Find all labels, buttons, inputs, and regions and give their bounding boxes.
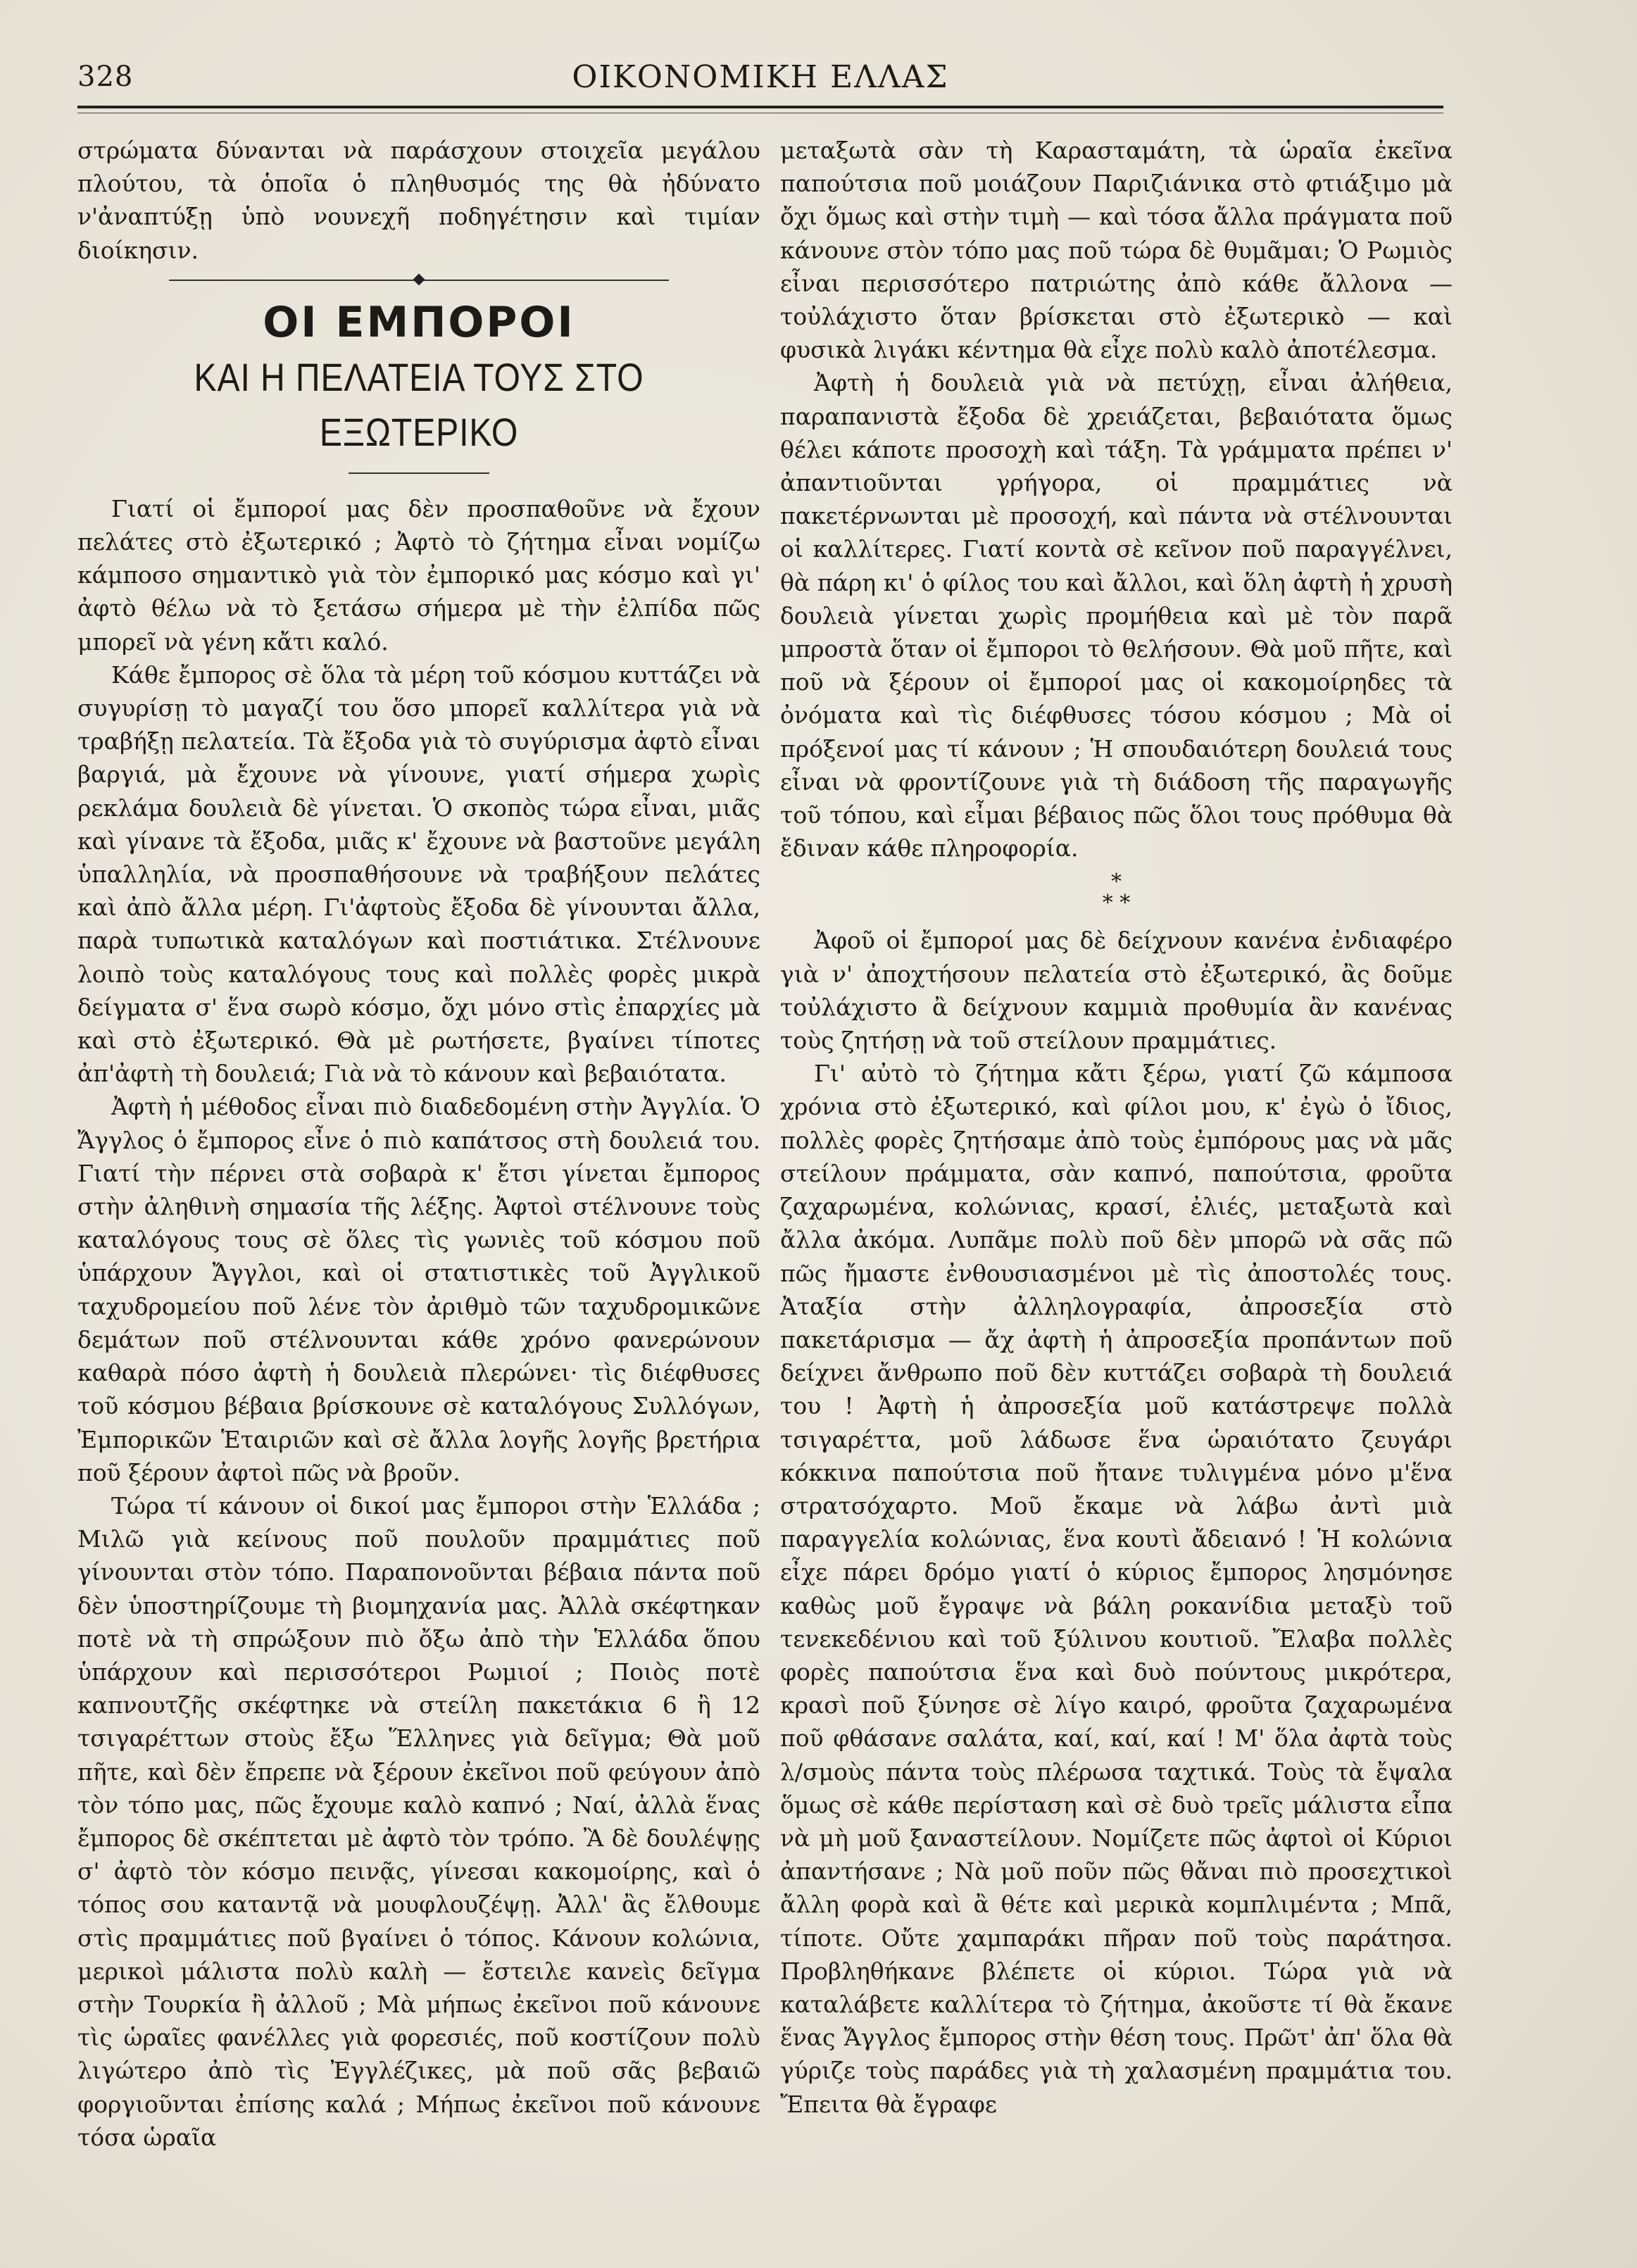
article-paragraph: Γιατί οἱ ἔμποροί μας δὲν προσπαθοῦνε νὰ ἔχουν πελάτες στὸ ἐξωτερικό ; Ἀφτὸ τὸ ζήτημα εἶναι νομίζω κάμποσο σημαντικὸ γιὰ τὸν ἐμπορικό μας κόσμο καὶ γι' ἀφτὸ θέλω νὰ τὸ ξετάσω σήμερα μὲ τὴν ἐλπίδα πῶς μπορεῖ νὰ γένη κἄτι καλό. [77,494,760,656]
journal-title: ΟΙΚΟΝΟΜΙΚΗ ΕΛΛΑΣ [572,59,949,95]
divider-ornament-icon [413,273,425,285]
article-subheadline: ΚΑΙ Η ΠΕΛΑΤΕΙΑ ΤΟΥΣ ΣΤΟ ΕΞΩΤΕΡΙΚΟ [194,354,644,454]
article-paragraph: Τώρα τί κάνουν οἱ δικοί μας ἔμποροι στὴν Ἑλλάδα ; Μιλῶ γιὰ κείνους ποῦ πουλοῦν πραμμάτιες ποῦ γίνουνται στὸν τόπο. Παραπονοῦνται βέβαια πάντα ποῦ δὲν ὑποστηρίζουμε τὴ βιομηχανία μας. Ἀλλὰ σκέφτηκαν ποτὲ νὰ τὴ σπρώξουν πιὸ ὄξω ἀπὸ τὴν Ἑλλάδα ὅπου ὑπάρχουν καὶ περισσότεροι Ρωμιοί ; Ποιὸς ποτὲ καπνουτζῆς σκέφτηκε νὰ στείλη πακετάκια 6 ἢ 12 τσιγαρέττων στοὺς ἔξω Ἕλληνες γιὰ δεῖγμα; Θὰ μοῦ πῆτε, καὶ δὲν ἔπρεπε νὰ ξέρουν ἐκεῖνοι ποῦ φεύγουν ἀπὸ τὸν τόπο μας, πῶς ἔχουμε καλὸ καπνό ; Ναί, ἀλλὰ ἕνας ἔμπορος δὲ σκέπτεται μὲ ἀφτὸ τὸν τρόπο. Ἂ δὲ δουλέψῃς σ' ἀφτὸ τὸν κόσμο πεινᾷς, γίνεσαι κακομοίρης, καὶ ὁ τόπος σου καταντᾷ νὰ μουφλουζέψῃ. Ἀλλ' ἂς ἔλθουμε στὶς πραμμάτιες ποῦ βγαίνει ὁ τόπος. Κάνουν κολώνια, μερικοὶ μάλιστα πολὺ καλὴ — ἔστειλε κανεὶς δεῖγμα στὴν Τουρκία ἢ ἀλλοῦ ; Μὰ μήπως ἐκεῖνοι ποῦ κάνουνε τὶς ὡραῖες φανέλλες γιὰ φορεσιές, ποῦ κοστίζουν πολὺ λιγώτερο ἀπὸ τὶς Ἐγγλέζικες, μὰ ποῦ σᾶς βεβαιῶ φοργιοῦνται ἐπίσης καλά ; Μήπως ἐκεῖνοι ποῦ κάνουνε τόσα ὡραῖα [77,1491,760,2151]
article-headline: ΟΙ ΕΜΠΟΡΟΙ [263,297,575,347]
article-divider [169,271,669,289]
left-column [77,134,760,2154]
right-column [780,134,1453,2121]
running-head [77,55,1443,104]
asterisk-icon: * [1111,870,1122,895]
article-paragraph: Ἀφτὴ ἡ δουλειὰ γιὰ νὰ πετύχῃ, εἶναι ἀλήθεια, παραπανιστὰ ἔξοδα δὲ χρειάζεται, βεβαιότατα ὅμως θέλει κάποτε προσοχὴ καὶ τάξη. Τὰ γράμματα πρέπει ν' ἀπαντιοῦνται γρήγορα, οἱ πραμμάτιες νὰ πακετέρνωνται μὲ προσοχή, καὶ πάντα νὰ στέλνουνται οἱ καλλίτερες. Γιατί κοντὰ σὲ κεῖνον ποῦ παραγγέλνει, θὰ πάρη κι' ὁ φίλος του καὶ ἄλλοι, καὶ ὅλη ἀφτὴ ἡ χρυσὴ δουλειὰ γίνεται χωρὶς προμήθεια καὶ μὲ τὸν παρᾶ μπροστὰ ὅταν οἱ ἔμποροι τὸ θελήσουν. Θὰ μοῦ πῆτε, καὶ ποῦ νὰ ξέρουν οἱ ἔμποροί μας οἱ κακομοίρηδες τὰ ὀνόματα καὶ τὶς διέφθυσες τόσου κόσμου ; Μὰ οἱ πρόξενοί μας τί κάνουν ; Ἡ σπουδαιότερη δουλειά τους εἶναι νὰ φροντίζουνε γιὰ τὴ διάδοση τῆς παραγωγῆς τοῦ τόπου, καὶ εἶμαι βέβαιος πῶς ὅλοι τους πρόθυμα θὰ ἔδιναν κάθε πληροφορία. [780,369,1453,863]
page-number: 328 [77,61,134,93]
article-paragraph: Ἀφτὴ ἡ μέθοδος εἶναι πιὸ διαδεδομένη στὴν Ἀγγλία. Ὁ Ἄγγλος ὁ ἔμπορος εἶνε ὁ πιὸ καπάτσος στὴ δουλειά του. Γιατί τὴν πέρνει στὰ σοβαρὰ κ' ἔτσι γίνεται ἔμπορος στὴν ἀληθινὴ σημασία τῆς λέξης. Ἀφτοὶ στέλνουνε τοὺς καταλόγους τους σὲ ὅλες τὶς γωνιὲς τοῦ κόσμου ποῦ ὑπάρχουν Ἄγγλοι, καὶ οἱ στατιστικὲς τοῦ Ἀγγλικοῦ ταχυδρομείου ποῦ λένε τὸν ἀριθμὸ τῶν ταχυδρομικῶνε δεμάτων ποῦ στέλνουνται κάθε χρόνο φανερώνουν καθαρὰ πόσο ἀφτὴ ἡ δουλειὰ πλερώνει· τὶς διέφθυσες τοῦ κόσμου βέβαια βρίσκουνε σὲ καταλόγους Συλλόγων, Ἐμπορικῶν Ἑταιριῶν καὶ σὲ ἄλλα λογῆς λογῆς βρετήρια ποῦ ξέρουν ἀφτοὶ πῶς νὰ βροῦν. [77,1093,760,1486]
article-paragraph: Γι' αὐτὸ τὸ ζήτημα κἄτι ξέρω, γιατί ζῶ κάμποσα χρόνια στὸ ἐξωτερικό, καὶ φίλοι μου, κ' ἐγὼ ὁ ἴδιος, πολλὲς φορὲς ζητήσαμε ἀπὸ τοὺς ἐμπόρους μας νὰ μᾶς στείλουν πράμματα, σὰν καπνό, παπούτσια, φροῦτα ζαχαρωμένα, κολώνιας, κρασί, ἐλιές, μεταξωτὰ καὶ ἄλλα ἀκόμα. Λυπᾶμε πολὺ ποῦ δὲν μπορῶ νὰ σᾶς πῶ πῶς ἤμαστε ἐνθουσιασμένοι μὲ τὶς ἀποστολές τους. Ἀταξία στὴν ἀλληλογραφία, ἀπροσεξία στὸ πακετάρισμα — ἄχ ἀφτὴ ἡ ἀπροσεξία προπάντων ποῦ δείχνει ἄνθρωπο ποῦ δὲν κυττάζει σοβαρὰ τὴ δουλειά του ! Ἀφτὴ ἡ ἀπροσεξία μοῦ κατάστρεψε πολλὰ τσιγαρέττα, μοῦ λάδωσε ἕνα ὡραιότατο ζευγάρι κόκκινα παπούτσια ποῦ ἤτανε τυλιγμένα μόνο μ'ἕνα στρατσόχαρτο. Μοῦ ἔκαμε νὰ λάβω ἀντὶ μιὰ παραγγελία κολώνιας, ἕνα κουτὶ ἄδειανό ! Ἡ κολώνια εἶχε πάρει δρόμο γιατί ὁ κύριος ἔμπορος λησμόνησε καθὼς μοῦ ἔγραψε νὰ βάλη ροκανίδια μεταξὺ τοῦ τενεκεδένιου καὶ τοῦ ξύλινου κουτιοῦ. Ἔλαβα πολλὲς φορὲς παπούτσια ἕνα καὶ δυὸ πούντους μικρότερα, κρασὶ ποῦ ξύνησε σὲ λίγο καιρό, φροῦτα ζαχαρωμένα ποῦ φθάσανε σαλάτα, καί, καί, καί ! Μ' ὅλα ἀφτὰ τοὺς λ/σμοὺς πάντα τοὺς πλέρωσα ταχτικά. Τοὺς τὰ ἔψαλα ὅμως σὲ κάθε περίσταση καὶ σὲ δυὸ τρεῖς μάλιστα εἶπα νὰ μὴ μοῦ ξαναστείλουν. Νομίζετε πῶς ἀφτοὶ οἱ Κύριοι ἀπαντήσανε ; Νὰ μοῦ ποῦν πῶς θἄναι πιὸ προσεχτικοὶ ἄλλη φορὰ καὶ ἂ θέτε καὶ μερικὰ κομπλιμέντα ; Μπᾶ, τίποτε. Οὔτε χαμπαράκι πῆραν ποῦ τοὺς παράτησα. Προβληθήκανε βλέπετε οἱ κύριοι. Τώρα γιὰ νὰ καταλάβετε καλλίτερα τὸ ζήτημα, ἀκοῦστε τί θὰ ἔκανε ἕνας Ἄγγλος ἔμπορος στὴν θέση τους. Πρῶτ' ἀπ' ὅλα θὰ γύριζε τοὺς παράδες γιὰ τὴ χαλασμένη πραμμάτια του. Ἔπειτα θὰ ἔγραφε [780,1060,1453,2118]
article-paragraph: Κάθε ἔμπορος σὲ ὅλα τὰ μέρη τοῦ κόσμου κυττάζει νὰ συγυρίσῃ τὸ μαγαζί του ὅσο μπορεῖ καλλίτερα γιὰ νὰ τραβήξῃ πελατεία. Τὰ ἔξοδα γιὰ τὸ συγύρισμα ἀφτὸ εἶναι βαργιά, μὰ ἔχουνε νὰ γίνουνε, γιατί σήμερα χωρὶς ρεκλάμα δουλειὰ δὲ γίνεται. Ὁ σκοπὸς τώρα εἶναι, μιᾶς καὶ γίνανε τὰ ἔξοδα, μιᾶς κ' ἔχουνε νὰ βαστοῦνε μεγάλη ὑπαλληλία, νὰ προσπαθήσουνε νὰ τραβήξουν πελάτες καὶ ἀπὸ ἄλλα μέρη. Γι'ἀφτοὺς ἔξοδα δὲ γίνουνται ἄλλα, παρὰ τυπωτικὰ καταλόγων καὶ ποστιάτικα. Στέλνουνε λοιπὸ τοὺς καταλόγους τους καὶ πολλὲς φορὲς μικρὰ δείγματα σ' ἕνα σωρὸ κόσμο, ὄχι μόνο στὶς ἐπαρχίες μὰ καὶ στὸ ἐξωτερικό. Θὰ μὲ ρωτήσετε, βγαίνει τίποτες ἀπ'ἀφτὴ τὴ δουλειά; Γιὰ νὰ τὸ κάνουν καὶ βεβαιότατα. [77,660,760,1088]
asterisk-pair-icon: * * [1102,891,1131,916]
intro-paragraph: στρώματα δύνανται νὰ παράσχουν στοιχεῖα μεγάλου πλούτου, τὰ ὁποῖα ὁ πληθυσμός της θὰ ἠδύνατο ν'ἀναπτύξῃ ὑπὸ νουνεχῆ ποδηγέτησιν καὶ τιμίαν διοίκησιν. [77,137,760,264]
header-rule [77,106,1443,108]
article-paragraph: Ἀφοῦ οἱ ἔμποροί μας δὲ δείχνουν κανένα ἐνδιαφέρο γιὰ ν' ἀποχτήσουν πελατεία στὸ ἐξωτερικό, ἂς δοῦμε τοὐλάχιστο ἂ δείχνουν καμμιὰ προθυμία ἂν κανένας τοὺς ζητήσῃ νὰ τοῦ στείλουν πραμμάτιες. [780,927,1453,1055]
headline-rule [349,472,489,474]
section-separator [780,872,1453,914]
article-paragraph: μεταξωτὰ σὰν τὴ Καρασταμάτη, τὰ ὡραῖα ἐκεῖνα παπούτσια ποῦ μοιάζουν Παριζιάνικα στὸ φτιάξιμο μὰ ὄχι ὅμως καὶ στὴν τιμὴ — καὶ τόσα ἄλλα πράγματα ποῦ κάνουνε στὸν τόπο μας ποῦ τώρα δὲ θυμᾶμαι; Ὁ Ρωμιὸς εἶναι περισσότερο πατριώτης ἀπὸ κάθε ἄλλονα — τοὐλάχιστο ὅταν βρίσκεται στὸ ἐξωτερικὸ — καὶ φυσικὰ λιγάκι κέντημα θὰ εἶχε πολὺ καλὸ ἀποτέλεσμα. [780,137,1453,364]
